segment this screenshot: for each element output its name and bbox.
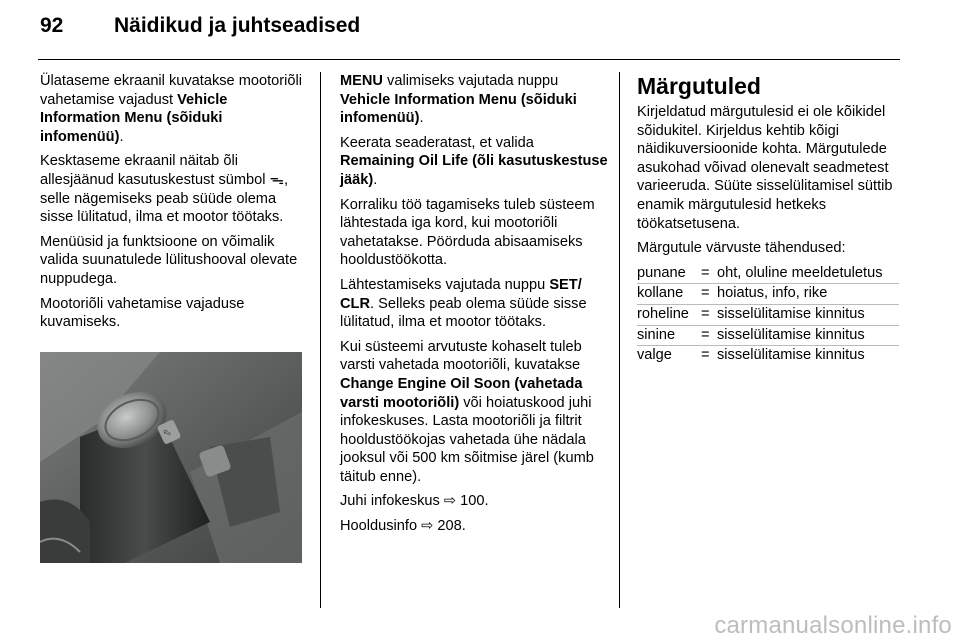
header-rule (38, 59, 900, 60)
oil-life-symbol-icon: ᯓ (269, 171, 284, 188)
color-meaning: sisselülitamise kinnitus (717, 304, 899, 325)
page-header (40, 14, 360, 38)
section-heading: Märgutuled (637, 73, 761, 99)
color-name: valge (637, 346, 701, 367)
col1-paragraph-1: Ülataseme ekraanil kuvatakse mootoriõli vahetamise vajadust Vehicle Information Menu (sõiduki infomenüü). (40, 73, 302, 145)
color-name: punane (637, 264, 686, 281)
page-number: 92 (40, 14, 64, 37)
table-row (637, 264, 899, 284)
column-divider-2 (619, 72, 620, 608)
color-name: kollane (637, 284, 701, 305)
color-meaning: sisselülitamise kinnitus (717, 325, 899, 346)
color-meaning: oht, oluline meeldetuletus (717, 264, 883, 281)
column-2 (340, 72, 610, 542)
col2-paragraph-6: Juhi infokeskus ⇨ 100. (340, 493, 489, 510)
col2-paragraph-2: Keerata seaderatast, et valida Remaining Oil Life (õli kasutuskestuse jääk). (340, 134, 608, 188)
color-name: roheline (637, 304, 701, 325)
turn-signal-stalk-photo (40, 352, 302, 563)
equals-sign: = (701, 346, 717, 367)
chapter-title: Näidikud ja juhtseadised (114, 14, 361, 37)
equals-sign: = (701, 325, 717, 346)
col2-paragraph-4: Lähtestamiseks vajutada nuppu SET/ CLR. Selleks peab olema süüde sisse lülitatud, ilma et mootor töötaks. (340, 276, 587, 331)
equals-sign: = (701, 264, 710, 281)
color-meaning-table (637, 264, 899, 367)
watermark: carmanualsonline.info (714, 612, 952, 639)
col1-paragraph-2: Kesktaseme ekraanil näitab õli allesjäänud kasutuskestust sümbol ᯓ, selle nägemiseks peab süüde olema sisse lülitatud, ilma et mootor töötaks. (40, 153, 289, 226)
color-name: sinine (637, 325, 701, 346)
col1-paragraph-4: Mootoriõli vahetamise vajaduse kuvamiseks. (40, 295, 245, 331)
table-row (637, 284, 899, 305)
table-row (637, 346, 899, 367)
equals-sign: = (701, 284, 717, 305)
color-meaning: hoiatus, info, rike (717, 284, 899, 305)
column-3 (637, 72, 899, 367)
equals-sign: = (701, 304, 717, 325)
col3-paragraph-1: Kirjeldatud märgutulesid ei ole kõikidel sõidukitel. Kirjeldus kehtib kõigi näidikuversioonide kohta. Märgutulede asukohad võivad olenevalt seadmetest varieeruda. Süüte sisselülitamisel süttib enamik märgutulesid hetkeks töökatsetusena. (637, 104, 893, 232)
table-row (637, 304, 899, 325)
col2-paragraph-5: Kui süsteemi arvutuste kohaselt tuleb varsti vahetada mootoriõli, kuvatakse Change Engine Oil Soon (vahetada varsti mootoriõli) või hoiatuskood juhi infokeskuses. Lasta mootoriõli ja filtrit hooldustöökojas vahetada ühe nädala jooksul või 500 km sõitmise järel (kumb täitub enne). (340, 338, 594, 485)
svg-text:⇧: ⇧ (161, 426, 175, 440)
column-1 (40, 72, 308, 338)
color-meaning: sisselülitamise kinnitus (717, 346, 899, 367)
col3-paragraph-2: Märgutule värvuste tähendused: (637, 240, 846, 257)
col1-paragraph-3: Menüüsid ja funktsioone on võimalik valida suunatulede lülitushooval olevate nuppudega. (40, 233, 298, 287)
col2-paragraph-3: Korraliku töö tagamiseks tuleb süsteem lähtestada iga kord, kui mootoriõli vahetatakse. Pöörduda abisaamiseks hooldustöökotta. (340, 196, 595, 269)
col2-paragraph-7: Hooldusinfo ⇨ 208. (340, 518, 466, 535)
column-divider-1 (320, 72, 321, 608)
table-row (637, 325, 899, 346)
col2-paragraph-1: MENU valimiseks vajutada nuppu Vehicle Information Menu (sõiduki infomenüü). (340, 73, 577, 127)
